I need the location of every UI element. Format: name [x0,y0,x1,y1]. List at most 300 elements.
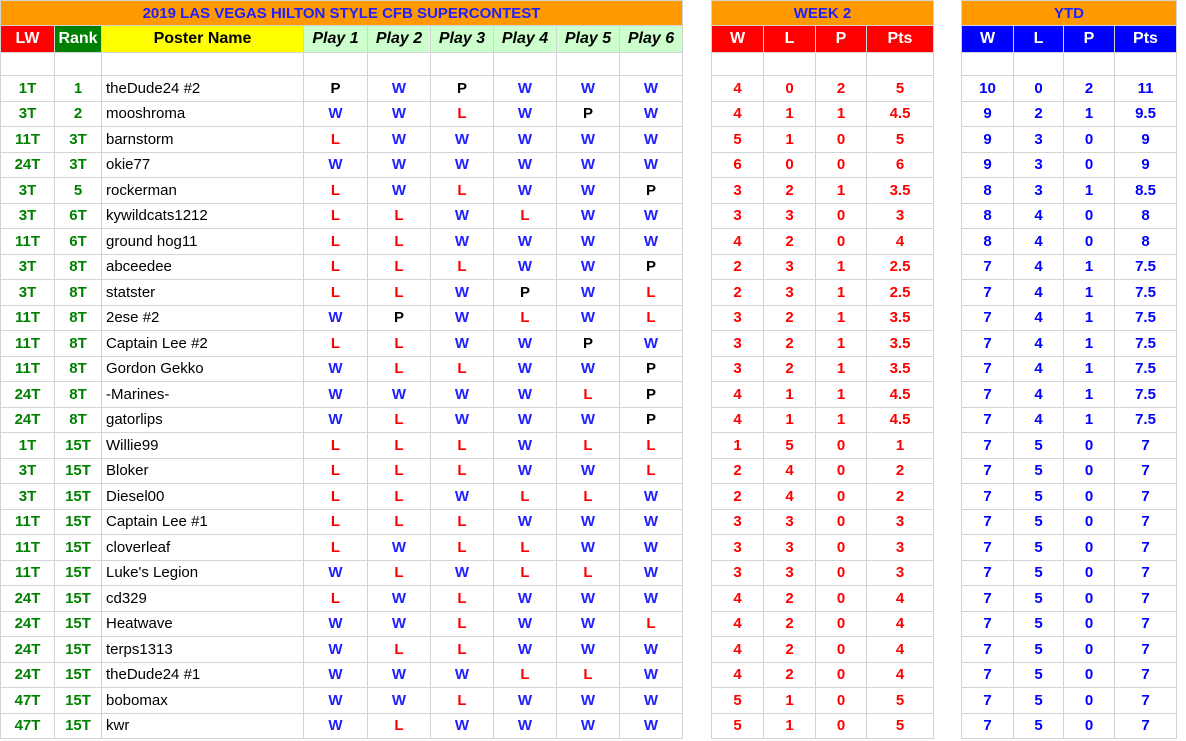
week-stat: 2 [712,458,764,484]
last-week-rank: 47T [1,688,55,714]
play-result: W [368,535,431,561]
ytd-stat: 0 [1064,662,1115,688]
play-result: L [431,254,494,280]
ytd-stat: 7 [962,280,1014,306]
table-row [1,484,1177,510]
ytd-stat: 3 [1014,152,1064,178]
play-result: W [431,203,494,229]
play-result: L [620,433,683,459]
week-stat: 0 [764,152,816,178]
ytd-stat: 0 [1064,611,1115,637]
week-stat: 2 [764,356,816,382]
week-stat: 4 [867,662,934,688]
last-week-rank: 24T [1,611,55,637]
week-stat: 1 [867,433,934,459]
spacer-cell [934,356,962,382]
column-header-row [1,26,1177,53]
ytd-stat: 7 [962,407,1014,433]
play-result: W [494,76,557,102]
table-row [1,127,1177,153]
spacer-cell [934,101,962,127]
play-result: L [304,229,368,255]
poster-name: Heatwave [102,611,304,637]
play-result: L [368,356,431,382]
spacer-cell [934,637,962,663]
spacer-cell [934,586,962,612]
play-result: W [557,127,620,153]
play-result: W [304,713,368,739]
poster-name: Luke's Legion [102,560,304,586]
week-stat: 2 [867,458,934,484]
ytd-stat: 4 [1014,331,1064,357]
ytd-stat: 1 [1064,331,1115,357]
poster-name: Diesel00 [102,484,304,510]
week-stat: 3 [764,280,816,306]
play-result: W [557,305,620,331]
poster-name: okie77 [102,152,304,178]
table-row [1,637,1177,663]
ytd-stat: 7 [1115,637,1177,663]
ytd-stat: 4 [1014,203,1064,229]
ytd-stat: 7 [1115,484,1177,510]
play-result: L [431,433,494,459]
week-stat: 2 [712,280,764,306]
ytd-stat: 1 [1064,356,1115,382]
table-row [1,407,1177,433]
ytd-stat: 0 [1064,458,1115,484]
ytd-stat: 7.5 [1115,331,1177,357]
last-week-rank: 24T [1,662,55,688]
play-result: L [304,254,368,280]
table-row [1,229,1177,255]
poster-name: gatorlips [102,407,304,433]
week-stat: 3 [764,509,816,535]
ytd-stat: 5 [1014,433,1064,459]
play-result: L [494,484,557,510]
rank-cell: 8T [55,254,102,280]
play-result: L [368,203,431,229]
ytd-pushes-header: P [1064,26,1115,53]
play-result: W [431,152,494,178]
play-result: W [368,76,431,102]
play-result: L [431,535,494,561]
spacer-cell [683,76,712,102]
play-result: L [304,433,368,459]
ytd-stat: 7 [962,637,1014,663]
ytd-stat: 5 [1014,560,1064,586]
ytd-stat: 7 [962,713,1014,739]
week-stat: 2 [764,611,816,637]
play-result: L [431,688,494,714]
spacer-cell [934,26,962,53]
ytd-stat: 0 [1064,637,1115,663]
poster-name: bobomax [102,688,304,714]
last-week-rank: 11T [1,305,55,331]
play-result: W [557,356,620,382]
ytd-stat: 7 [1115,688,1177,714]
ytd-stat: 7.5 [1115,407,1177,433]
play-result: L [557,662,620,688]
play-result: W [494,178,557,204]
week-stat: 4 [712,637,764,663]
poster-name: rockerman [102,178,304,204]
spacer-cell [683,356,712,382]
play-result: W [620,637,683,663]
play-result: L [368,509,431,535]
week-stat: 1 [816,101,867,127]
play-result: L [557,382,620,408]
last-week-rank: 3T [1,484,55,510]
play-result: L [368,229,431,255]
ytd-stat: 0 [1064,152,1115,178]
ytd-stat: 4 [1014,280,1064,306]
week-stat: 2 [764,178,816,204]
last-week-rank: 47T [1,713,55,739]
ytd-stat: 8 [1115,203,1177,229]
contest-title: 2019 LAS VEGAS HILTON STYLE CFB SUPERCONTEST [1,1,683,26]
ytd-stat: 9 [962,127,1014,153]
play-result: W [494,433,557,459]
play-result: L [431,178,494,204]
play-result: L [304,127,368,153]
poster-name: kwr [102,713,304,739]
play-result: L [368,713,431,739]
week-stat: 0 [764,76,816,102]
play-result: W [368,127,431,153]
table-row [1,305,1177,331]
spacer-cell [934,509,962,535]
play-result: W [620,560,683,586]
play-result: L [368,484,431,510]
week-stat: 2 [816,76,867,102]
play-result: W [304,382,368,408]
play-result: W [557,178,620,204]
week-stat: 3 [712,331,764,357]
ytd-stat: 4 [1014,254,1064,280]
ytd-stat: 9.5 [1115,101,1177,127]
play-result: W [620,662,683,688]
spacer-cell [683,254,712,280]
week-stat: 6 [712,152,764,178]
week-stat: 4.5 [867,382,934,408]
play-result: W [304,101,368,127]
table-row [1,152,1177,178]
play-result: L [304,458,368,484]
lw-header: LW [1,26,55,53]
ytd-stat: 1 [1064,101,1115,127]
last-week-rank: 3T [1,254,55,280]
play-result: L [431,458,494,484]
week-stat: 0 [816,458,867,484]
week-stat: 1 [816,280,867,306]
ytd-stat: 7.5 [1115,356,1177,382]
week-stat: 3.5 [867,331,934,357]
ytd-stat: 7 [962,560,1014,586]
play-result: W [431,560,494,586]
spacer-cell [683,662,712,688]
table-row [1,101,1177,127]
last-week-rank: 3T [1,458,55,484]
play-result: W [494,356,557,382]
play-result: L [368,254,431,280]
last-week-rank: 11T [1,331,55,357]
spacer-cell [934,305,962,331]
play-result: W [494,688,557,714]
play-result: L [304,509,368,535]
poster-name: kywildcats1212 [102,203,304,229]
ytd-stat: 9 [962,101,1014,127]
week-stat: 0 [816,484,867,510]
rank-cell: 15T [55,560,102,586]
spacer-cell [934,688,962,714]
week-stat: 3 [764,535,816,561]
rank-cell: 8T [55,356,102,382]
ytd-stat: 8 [962,203,1014,229]
week-title: WEEK 2 [712,1,934,26]
last-week-rank: 24T [1,637,55,663]
play-result: W [304,152,368,178]
last-week-rank: 24T [1,586,55,612]
play-result: L [494,535,557,561]
play-result: W [431,484,494,510]
week-stat: 3.5 [867,178,934,204]
rank-cell: 8T [55,382,102,408]
play-result: W [304,611,368,637]
week-stat: 3.5 [867,356,934,382]
ytd-stat: 1 [1064,178,1115,204]
play-result: W [431,229,494,255]
ytd-stat: 0 [1064,509,1115,535]
week-stat: 1 [816,382,867,408]
ytd-stat: 1 [1064,382,1115,408]
play-result: L [620,611,683,637]
poster-name-header: Poster Name [102,26,304,53]
week-stat: 3.5 [867,305,934,331]
poster-name: 2ese #2 [102,305,304,331]
week-stat: 1 [816,356,867,382]
ytd-stat: 2 [1064,76,1115,102]
spacer-cell [934,331,962,357]
play-result: P [620,382,683,408]
play-result: W [620,203,683,229]
play-result: W [620,127,683,153]
play-result: W [557,203,620,229]
week-stat: 2.5 [867,254,934,280]
week-stat: 2 [764,229,816,255]
spacer-cell [683,152,712,178]
play-result: L [620,458,683,484]
poster-name: Bloker [102,458,304,484]
ytd-stat: 5 [1014,458,1064,484]
play-result: W [368,611,431,637]
ytd-stat: 8 [1115,229,1177,255]
play-result: W [431,407,494,433]
ytd-stat: 0 [1064,688,1115,714]
week-stat: 4 [712,382,764,408]
table-row [1,688,1177,714]
rank-cell: 8T [55,280,102,306]
play-result: P [620,356,683,382]
play-result: L [620,305,683,331]
week-stat: 6 [867,152,934,178]
play-result: W [304,662,368,688]
spacer-cell [683,127,712,153]
play-result: L [431,586,494,612]
table-row [1,331,1177,357]
spacer-cell [934,280,962,306]
play-result: W [557,509,620,535]
table-row [1,509,1177,535]
last-week-rank: 11T [1,535,55,561]
spacer-cell [683,1,712,26]
ytd-stat: 0 [1014,76,1064,102]
play-result: L [368,433,431,459]
play-result: L [431,637,494,663]
spacer-cell [683,484,712,510]
play-result: P [494,280,557,306]
play-result: L [304,535,368,561]
play-result: P [304,76,368,102]
play-result: L [431,101,494,127]
play-result: W [431,382,494,408]
ytd-stat: 8 [962,229,1014,255]
rank-cell: 15T [55,535,102,561]
ytd-stat: 9 [962,152,1014,178]
ytd-stat: 7 [962,535,1014,561]
play-result: W [494,509,557,535]
ytd-stat: 7.5 [1115,382,1177,408]
play-result: L [557,433,620,459]
play-result: W [557,637,620,663]
poster-name: abceedee [102,254,304,280]
ytd-stat: 7 [1115,611,1177,637]
table-row [1,203,1177,229]
ytd-stat: 7 [1115,433,1177,459]
rank-header: Rank [55,26,102,53]
week-stat: 4 [867,229,934,255]
week-points-header: Pts [867,26,934,53]
week-stat: 1 [712,433,764,459]
spacer-cell [934,229,962,255]
spacer-cell [934,76,962,102]
play-result: W [494,586,557,612]
week-stat: 2 [764,331,816,357]
play-result: L [304,331,368,357]
rank-cell: 1 [55,76,102,102]
week-stat: 4 [712,407,764,433]
week-stat: 0 [816,127,867,153]
week-stat: 4 [764,484,816,510]
week-stat: 3 [764,254,816,280]
last-week-rank: 1T [1,433,55,459]
play-result: W [304,356,368,382]
ytd-stat: 7 [962,331,1014,357]
ytd-stat: 5 [1014,611,1064,637]
play-result: W [557,586,620,612]
week-stat: 4 [867,611,934,637]
play-result: W [620,101,683,127]
play-result: W [304,407,368,433]
rank-cell: 15T [55,713,102,739]
week-stat: 2 [764,637,816,663]
rank-cell: 15T [55,509,102,535]
week-stat: 3 [712,509,764,535]
rank-cell: 15T [55,611,102,637]
play-result: W [557,280,620,306]
table-row [1,713,1177,739]
poster-name: Gordon Gekko [102,356,304,382]
play-result: W [494,458,557,484]
ytd-stat: 5 [1014,586,1064,612]
ytd-stat: 7 [962,688,1014,714]
play-result: L [368,280,431,306]
week-stat: 2 [712,254,764,280]
play-result: W [494,229,557,255]
spacer-cell [934,662,962,688]
play-result: W [494,331,557,357]
ytd-title: YTD [962,1,1177,26]
rank-cell: 6T [55,229,102,255]
ytd-stat: 3 [1014,178,1064,204]
play-result: W [494,407,557,433]
spacer-cell [683,305,712,331]
table-row [1,356,1177,382]
table-row [1,535,1177,561]
week-stat: 0 [816,433,867,459]
spacer-cell [683,203,712,229]
last-week-rank: 3T [1,101,55,127]
spacer-cell [683,26,712,53]
play-result: L [494,560,557,586]
ytd-stat: 10 [962,76,1014,102]
rank-cell: 15T [55,662,102,688]
ytd-stat: 7 [962,254,1014,280]
play-1-header: Play 1 [304,26,368,53]
play-result: W [368,586,431,612]
ytd-stat: 5 [1014,713,1064,739]
play-result: W [557,688,620,714]
table-row [1,611,1177,637]
poster-name: statster [102,280,304,306]
play-result: L [557,484,620,510]
week-stat: 0 [816,203,867,229]
spacer-cell [934,713,962,739]
spacer-cell [683,101,712,127]
poster-name: theDude24 #1 [102,662,304,688]
ytd-stat: 5 [1014,535,1064,561]
ytd-stat: 7 [1115,458,1177,484]
week-stat: 3 [764,203,816,229]
rank-cell: 5 [55,178,102,204]
week-stat: 5 [867,76,934,102]
week-stat: 5 [712,713,764,739]
table-row [1,458,1177,484]
spacer-cell [683,688,712,714]
spacer-cell [683,382,712,408]
play-result: L [494,662,557,688]
spacer-cell [683,280,712,306]
rank-cell: 3T [55,152,102,178]
play-result: W [494,152,557,178]
play-result: W [304,305,368,331]
week-stat: 5 [867,713,934,739]
week-stat: 1 [816,178,867,204]
week-stat: 2 [712,484,764,510]
ytd-stat: 5 [1014,688,1064,714]
week-stat: 3 [712,178,764,204]
week-stat: 1 [816,331,867,357]
play-result: W [620,76,683,102]
